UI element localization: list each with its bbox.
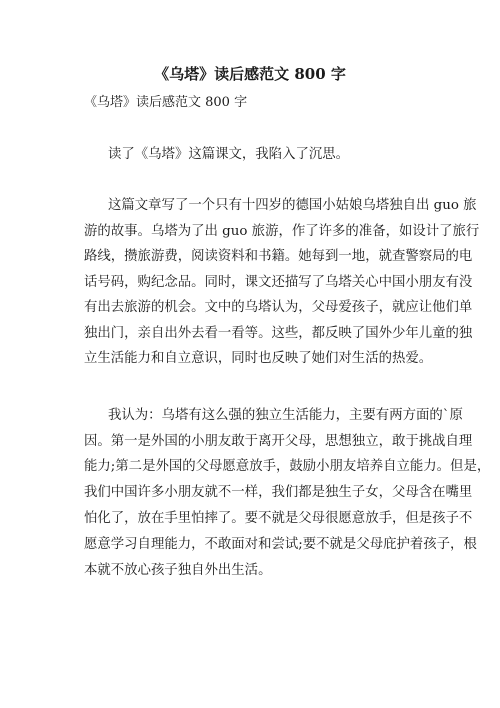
paragraph-2-line: 路线，攒旅游费，阅读资料和书籍。她每到一地，就查警察局的电: [84, 249, 473, 264]
paragraph-2-line: 这篇文章写了一个只有十四岁的德国小姑娘乌塔独自出 guo 旅: [108, 198, 477, 213]
paragraph-3-line: 我认为：乌塔有这么强的独立生活能力，主要有两方面的`原: [108, 408, 463, 423]
paragraph-3-line: 本就不放心孩子独自外出生活。: [84, 563, 272, 578]
paragraph-1-line: 读了《乌塔》这篇课文，我陷入了沉思。: [108, 147, 350, 162]
document-title: 《乌塔》读后感范文 800 字: [154, 65, 346, 83]
paragraph-2-line: 话号码，购纪念品。同时，课文还描写了乌塔关心中国小朋友有没: [84, 275, 473, 290]
paragraph-2-line: 有出去旅游的机会。文中的乌塔认为，父母爱孩子，就应让他们单: [84, 300, 473, 315]
paragraph-2-line: 独出门，亲自出外去看一看等。这些，都反映了国外少年儿童的独: [84, 326, 473, 341]
paragraph-3-line: 能力;第二是外国的父母愿意放手，鼓励小朋友培养自立能力。但是，: [84, 459, 491, 474]
paragraph-3-line: 因。第一是外国的小朋友敢于离开父母，思想独立，敢于挑战自理: [84, 434, 473, 449]
paragraph-2-line: 游的故事。乌塔为了出 guo 旅游，作了许多的准备，如设计了旅行: [84, 224, 480, 239]
paragraph-3-line: 愿意学习自理能力，不敢面对和尝试;要不就是父母庇护着孩子，根: [84, 537, 477, 552]
paragraph-3-line: 我们中国许多小朋友就不一样，我们都是独生子女，父母含在嘴里: [84, 485, 473, 500]
document-subtitle: 《乌塔》读后感范文 800 字: [84, 95, 248, 110]
paragraph-2-line: 立生活能力和自立意识，同时也反映了她们对生活的热爱。: [84, 351, 433, 366]
paragraph-3-line: 怕化了，放在手里怕摔了。要不就是父母很愿意放手，但是孩子不: [84, 511, 473, 526]
